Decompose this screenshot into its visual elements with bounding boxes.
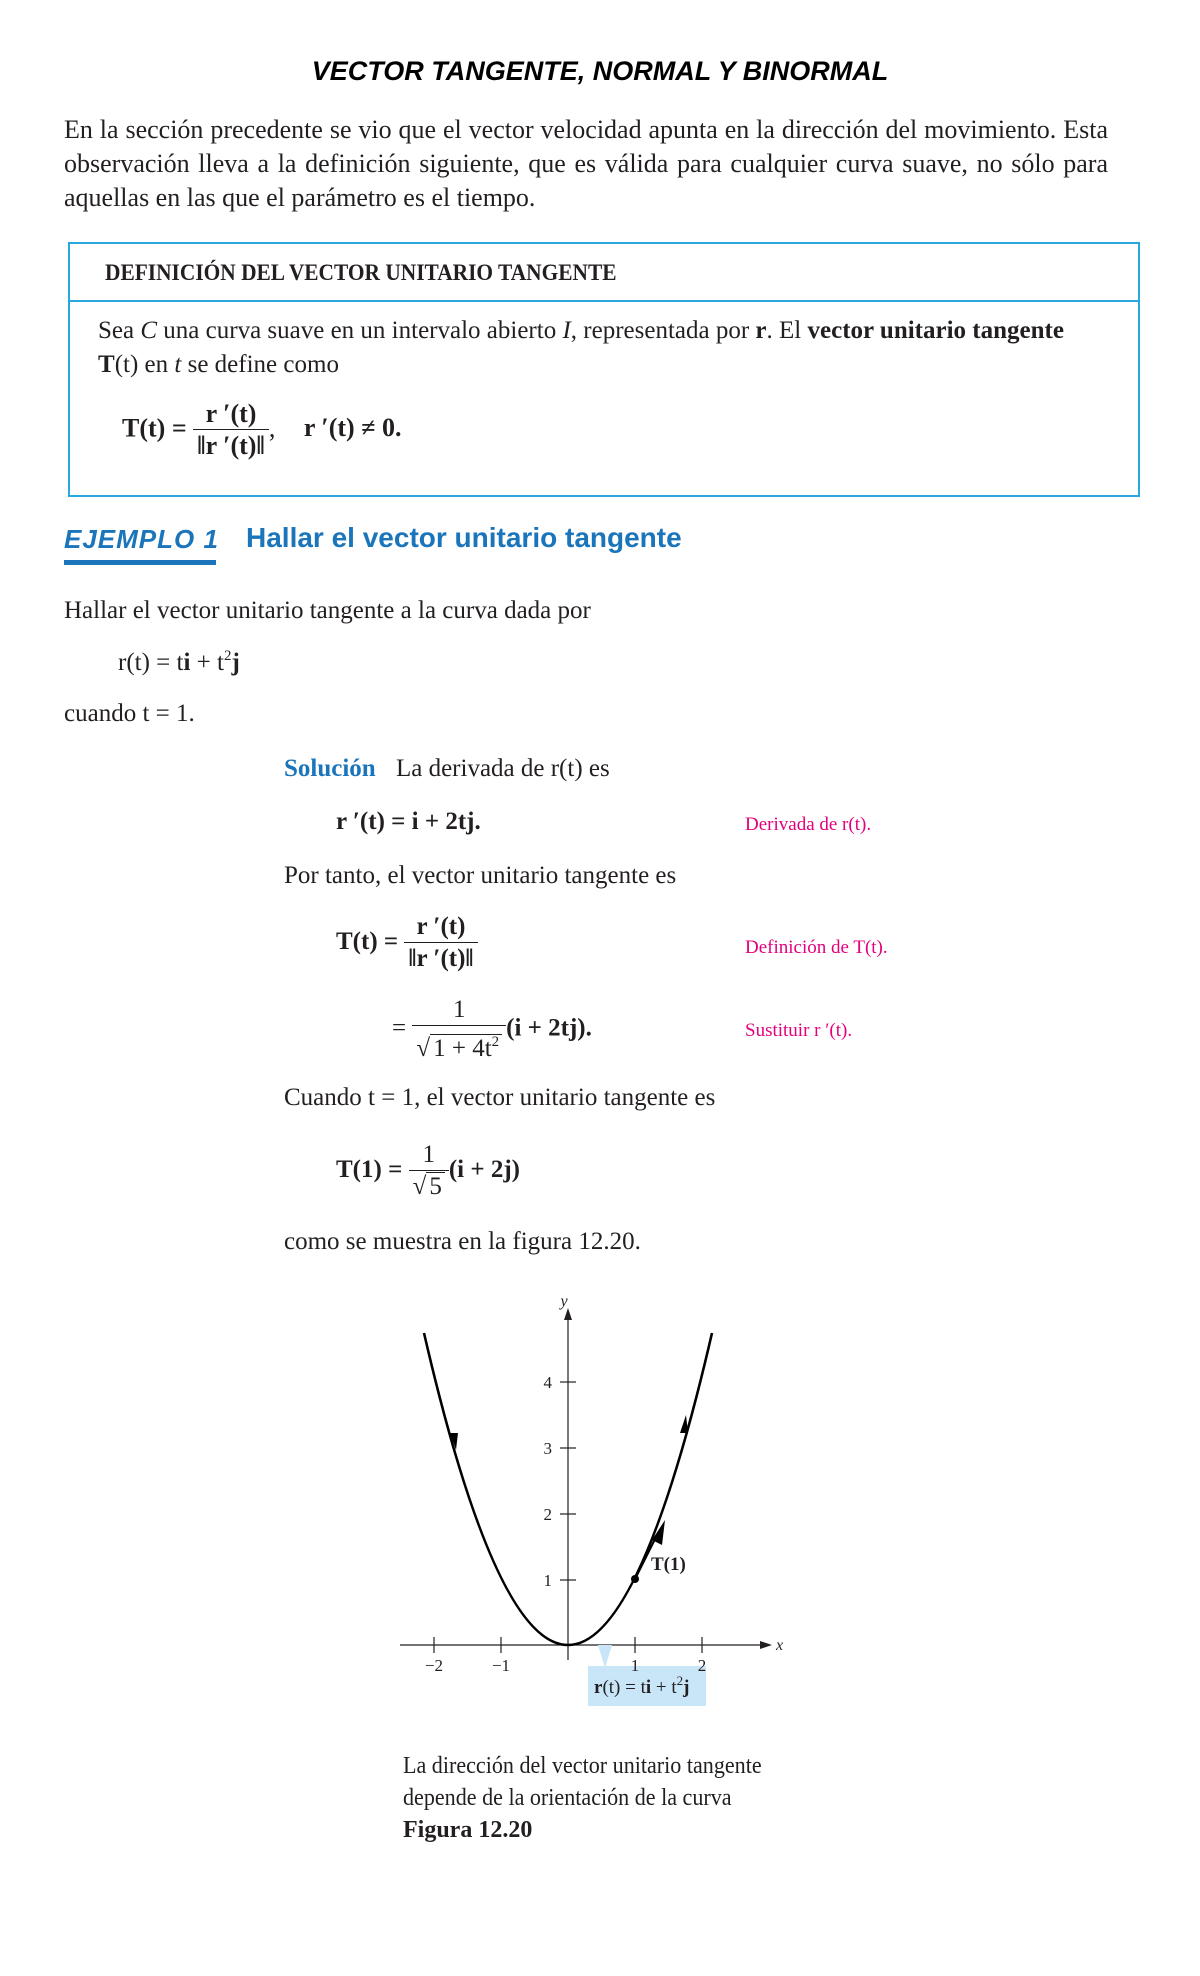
caption-figure-label: Figura 12.20 xyxy=(403,1817,533,1843)
def-formula-den: ‖r ′(t)‖ xyxy=(197,431,265,460)
intro-paragraph: En la sección precedente se vio que el vector velocidad apunta en la dirección del movimiento. Esta observación lleva a la definición siguiente, que es válida para cualquier curva suave, no sólo para aquellas en las que el parámetro es el tiempo. xyxy=(64,115,1108,212)
page-title: VECTOR TANGENTE, NORMAL Y BINORMAL xyxy=(311,56,889,86)
definition-header xyxy=(70,244,1138,302)
x-tick-label-neg1: −1 xyxy=(491,1656,511,1675)
x-tick-label-neg2: −2 xyxy=(424,1656,444,1675)
curve-eq-lhs: r(t) = t xyxy=(118,649,184,676)
T1-den: √ 5 xyxy=(409,1171,449,1203)
def-formula-lhs: T(t) = xyxy=(122,413,187,443)
T1-fraction xyxy=(409,1140,449,1203)
figure-caption xyxy=(403,1750,823,1846)
curve-eq-i: i xyxy=(183,649,191,676)
T1-lhs: T(1) = xyxy=(336,1156,403,1184)
example-label: EJEMPLO 1 xyxy=(64,524,219,554)
example-title: Hallar el vector unitario tangente xyxy=(246,522,682,553)
caption-line-2: depende de la orientación de la curva xyxy=(403,1785,732,1811)
T-eq-lhs: T(t) = xyxy=(336,928,399,956)
def-text-6: se define como xyxy=(181,351,339,378)
eq2-den-rad: 1 + 4t xyxy=(433,1035,492,1062)
tangent-label: T(1) xyxy=(651,1554,686,1575)
point-t1 xyxy=(631,1575,639,1583)
T1-equation xyxy=(336,1140,520,1203)
def-text-4: . El xyxy=(766,317,808,344)
when-t-equals-1: Cuando t = 1, el vector unitario tangente es xyxy=(284,1084,716,1111)
x-axis-label: x xyxy=(776,1637,784,1654)
x-tick-label-1: 1 xyxy=(630,1656,640,1675)
example-underline xyxy=(64,560,216,565)
def-formula-comma: , xyxy=(268,413,276,443)
definition-body xyxy=(98,314,1108,382)
derivative-note: Derivada de r(t). xyxy=(745,814,872,835)
T-substituted-equation xyxy=(392,995,592,1065)
T-eq-den: ‖r ′(t)‖ xyxy=(408,945,474,972)
curve-label-mid: (t) = t xyxy=(602,1677,646,1698)
eq2-fraction xyxy=(412,995,506,1065)
curve-label-i: i xyxy=(645,1677,652,1698)
curve-label-plus: + t xyxy=(651,1677,677,1698)
curve-eq-j: j xyxy=(231,649,240,676)
solution-label: Solución xyxy=(284,755,376,782)
def-formula-num: r ′(t) xyxy=(193,399,269,430)
T1-den-value: 5 xyxy=(426,1172,445,1200)
curve-equation xyxy=(118,648,240,677)
def-text-r: r xyxy=(755,317,767,344)
T-definition-note: Definición de T(t). xyxy=(745,937,888,958)
eq2-rhs: (i + 2tj). xyxy=(506,1014,592,1042)
T1-num: 1 xyxy=(409,1140,449,1171)
y-tick-label-2: 2 xyxy=(543,1505,552,1524)
T-eq-fraction xyxy=(404,912,477,975)
curve-label-r: r xyxy=(594,1677,603,1698)
eq2-lhs: = xyxy=(392,1014,407,1042)
derivative-equation: r ′(t) = i + 2tj. xyxy=(336,808,481,835)
curve-direction-arrow-right xyxy=(680,1415,688,1433)
parabola-figure xyxy=(380,1290,800,1740)
shown-in-figure: como se muestra en la figura 12.20. xyxy=(284,1228,641,1255)
definition-box xyxy=(68,242,1140,497)
T-eq-num: r ′(t) xyxy=(404,912,477,943)
def-text-1: Sea xyxy=(98,317,141,344)
def-text-2: una curva suave en un intervalo abierto xyxy=(157,317,563,344)
y-axis-label: y xyxy=(560,1293,568,1310)
eq2-den: √ $1 + 4t^2$ xyxy=(412,1026,506,1065)
curve-label xyxy=(594,1673,689,1698)
def-text-t2: t xyxy=(174,351,182,378)
eq2-num: 1 xyxy=(412,995,506,1026)
T1-rhs: (i + 2j) xyxy=(448,1156,520,1184)
y-tick-label-1: 1 xyxy=(543,1571,552,1590)
def-text-5: en xyxy=(138,351,175,378)
caption-line-1: La dirección del vector unitario tangente xyxy=(403,1753,762,1779)
example-when: cuando t = 1. xyxy=(64,700,195,727)
x-tick-label-2: 2 xyxy=(697,1656,707,1675)
solution-line xyxy=(284,755,610,783)
therefore-text: Por tanto, el vector unitario tangente es xyxy=(284,862,677,889)
callout-pointer xyxy=(598,1645,612,1668)
def-text-C: C xyxy=(140,317,158,344)
def-text-3: , representada por xyxy=(570,317,756,344)
def-text-bold: vector unitario tangente T xyxy=(98,317,1064,378)
y-tick-label-4: 4 xyxy=(543,1373,552,1392)
definition-formula xyxy=(122,399,402,462)
def-formula-fraction xyxy=(193,399,269,462)
T-definition-equation xyxy=(336,912,478,975)
curve-eq-plus: + t xyxy=(190,649,224,676)
def-text-I: I xyxy=(562,317,571,344)
x-axis-arrow xyxy=(760,1641,772,1649)
eq2-note: Sustituir r ′(t). xyxy=(745,1020,853,1041)
curve-eq-exp: 2 xyxy=(223,648,232,664)
example-statement: Hallar el vector unitario tangente a la curva dada por xyxy=(64,597,591,624)
solution-intro: La derivada de r(t) es xyxy=(395,755,610,782)
y-tick-label-3: 3 xyxy=(543,1439,552,1458)
curve-label-exp: 2 xyxy=(676,1673,684,1688)
def-text-t1: (t) xyxy=(114,351,139,378)
definition-title: DEFINICIÓN DEL VECTOR UNITARIO TANGENTE xyxy=(105,260,617,285)
eq2-den-exp: 2 xyxy=(491,1034,500,1050)
def-formula-condition: r ′(t) ≠ 0. xyxy=(303,413,402,443)
curve-label-j: j xyxy=(683,1677,690,1698)
